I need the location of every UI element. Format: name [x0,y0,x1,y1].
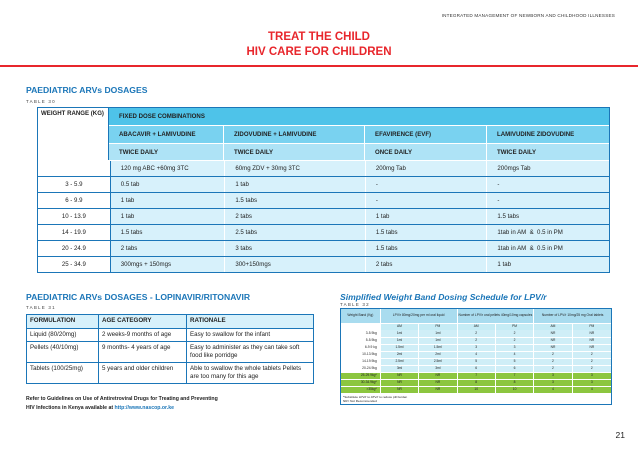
formulation-cell: Pellets (40/10mg) [27,342,99,362]
weight-range-header: WEIGHT RANGE (KG) [38,108,109,160]
weight-band-cell: 14-19.9kg [341,359,381,365]
frequency-abc-3tc: TWICE DAILY [109,144,224,160]
rationale-cell: Easy to administer as they can take soft food like porridge [190,344,300,359]
dose-cell: 2 [573,366,611,372]
dose-cell: 300+150mgs [225,257,366,272]
table-row [341,386,611,393]
dose-cell: NR [381,373,419,379]
drug-name-zdv-3tc: ZIDOVUDINE + LAMIVUDINE [224,126,365,143]
frequency-efv: ONCE DAILY [365,144,487,160]
dose-cell: 2ml [419,352,457,358]
column-header: LPV/r 80mg/20mg per ml oral liquid [381,309,458,323]
dose-cell: 4 [573,387,611,393]
dose-cell: 3ml [419,366,457,372]
weight-cell: 14 - 19.9 [38,225,111,240]
dose-cell: 3 [496,345,534,351]
dose-cell: NR [573,338,611,344]
section-title-arv-dosages: PAEDIATRIC ARVs DOSAGES [26,85,148,95]
dose-cell: NR [419,373,457,379]
drug-name-efv: EFAVIRENCE (EVF) [365,126,487,143]
subheader-cell: AM [381,324,419,330]
table-row [38,256,609,272]
table-row [27,328,313,341]
formulation-cell: Liquid (80/20mg) [27,329,99,341]
dose-cell: 2 [573,359,611,365]
dose-cell: 2 [458,330,496,337]
lopinavir-table [26,314,314,384]
dose-cell: 1 tab [111,209,226,224]
table-header [341,309,611,323]
table-header [27,315,313,328]
dose-cell: 3 [573,380,611,386]
dose-cell: 300mgs + 150mgs [111,257,226,272]
table-row [38,192,609,208]
formulation-cell: Tablets (100/25mg) [27,363,99,383]
table-label-32: TABLE 32 [340,302,370,307]
dose-cell: 6 [458,366,496,372]
table-row [38,224,609,240]
dose-cell: 2.5ml [419,359,457,365]
strength-3tc-zdv: 200mgs Tab [487,161,609,176]
note-not-recommended: NR= Not Recommended [343,399,377,404]
dose-cell: 10 [458,387,496,393]
dose-cell: 2 tabs [225,209,366,224]
dose-cell: 3 [458,345,496,351]
dose-cell: NR [534,338,572,344]
dose-cell: 2 [458,338,496,344]
frequency-3tc-zdv: TWICE DAILY [487,144,609,160]
table-row [341,351,611,358]
dose-cell: 10 [496,387,534,393]
weight-band-cell: 3-5.9kg [341,330,381,337]
dose-cell: 2 tabs [111,241,226,256]
weight-cell: 10 - 13.9 [38,209,111,224]
drug-name-row [109,125,609,143]
page-title [0,30,638,60]
age-cell: 5 years and older children [99,363,187,383]
weight-band-cell: 25-29.9kg* [341,373,381,379]
dose-cell: 1ml [381,330,419,337]
rationale-cell: Easy to swallow for the infant [190,331,271,338]
dose-cell: 4 [534,387,572,393]
title-divider [0,65,638,67]
dose-cell: 1 tab [366,209,488,224]
weight-band-cell: 20-24.9kg [341,366,381,372]
strength-abc-3tc: 120 mg ABC +60mg 3TC [111,161,226,176]
dose-cell: 2 [496,338,534,344]
column-header: FORMULATION [27,315,99,328]
dose-cell: 1tab in AM & 0.5 in PM [487,225,609,240]
reference-line-1: Refer to Guidelines on Use of Antiretroviral Drugs for Treating and Preventing [26,396,218,402]
dose-cell: 4 [496,352,534,358]
strength-efv: 200mg Tab [366,161,488,176]
page-number: 21 [615,430,625,440]
subheader-cell: AM [458,324,496,330]
table-notes [341,393,611,404]
dose-cell: NR [419,380,457,386]
dose-cell: 1 tab [111,193,226,208]
dose-cell: 4 [458,352,496,358]
table-row [341,365,611,372]
strength-row [38,160,609,176]
dose-cell: 1.5ml [381,345,419,351]
dose-cell: 1ml [419,330,457,337]
dose-cell: NR [573,330,611,337]
dose-cell: 7 [458,373,496,379]
table-row [341,330,611,337]
dose-cell: 2 [496,330,534,337]
dose-cell: 2.5ml [381,359,419,365]
dose-cell: NR [419,387,457,393]
lpvr-weight-band-table [340,308,612,405]
subheader-cell: PM [419,324,457,330]
frequency-row [109,143,609,160]
table-row [38,176,609,192]
dose-cell: 6 [496,366,534,372]
dose-cell: 1 tab [225,177,366,192]
section-title-lpvr-schedule: Simplified Weight Band Dosing Schedule for LPV/r [340,292,547,302]
dose-cell: 1.5 tabs [111,225,226,240]
dose-cell: NR [534,345,572,351]
reference-note [26,395,218,413]
column-header: RATIONALE [187,315,313,328]
dose-cell: 1ml [381,338,419,344]
table-body [341,330,611,393]
rationale-cell: Able to swallow the whole tablets Pellets are too many for this age [190,365,302,380]
fdc-header-group [109,108,609,160]
dose-cell: 1 tab [487,257,609,272]
fdc-header: FIXED DOSE COMBINATIONS [109,108,609,125]
table-row [341,337,611,344]
dose-cell: NR [573,345,611,351]
dose-cell: NR [381,387,419,393]
dose-cell: 3 [534,373,572,379]
title-line-1: TREAT THE CHILD [267,31,370,43]
dose-cell: 1.5 tabs [366,225,488,240]
dose-cell: 7 [496,373,534,379]
subheader-cell: PM [573,324,611,330]
dose-cell: 5 [458,359,496,365]
dose-cell: - [366,193,488,208]
dose-cell: NR [534,330,572,337]
table-row [341,372,611,379]
dose-cell: 0.5 tab [111,177,226,192]
column-header: AGE CATEGORY [99,315,187,328]
table-row [38,240,609,256]
table-row [38,208,609,224]
dose-cell: 3 [573,373,611,379]
table-row [341,379,611,386]
dose-cell: - [487,177,609,192]
column-header: Weight Band (Kg) [341,309,381,323]
dose-cell: NR [381,380,419,386]
dose-cell: 1.5ml [419,345,457,351]
table-row [27,341,313,362]
weight-band-cell: 30-34.9kg* [341,380,381,386]
weight-band-cell: 10-13.9kg [341,352,381,358]
dose-cell: 1.5 tabs [225,193,366,208]
dose-cell: 1tab in AM & 0.5 in PM [487,241,609,256]
running-header: INTEGRATED MANAGEMENT OF NEWBORN AND CHILDHOOD ILLNESSES [441,13,615,18]
dose-cell: 8 [458,380,496,386]
nascop-link[interactable]: http://www.nascop.or.ke [114,405,174,411]
subheader-cell: AM [534,324,572,330]
section-title-lopinavir: PAEDIATRIC ARVs DOSAGES - LOPINAVIR/RITONAVIR [26,292,251,302]
dose-cell: 1.5 tabs [366,241,488,256]
dose-cell: 2.5 tabs [225,225,366,240]
weight-cell: 20 - 24.9 [38,241,111,256]
table-subheader [341,323,611,330]
column-header: Number of LPV/r oral pellets 40mg/10mg capsules [458,309,535,323]
reference-line-2 [26,404,218,413]
dose-cell: 3 tabs [225,241,366,256]
drug-name-abc-3tc: ABACAVIR + LAMIVUDINE [109,126,224,143]
dose-cell: 2ml [381,352,419,358]
table-header [38,108,609,160]
table-label-30: TABLE 30 [26,99,56,104]
dose-cell: 2 [534,359,572,365]
table-row [27,362,313,383]
dose-cell: 3 [534,380,572,386]
dose-cell: 3ml [381,366,419,372]
dose-cell: 2 [534,366,572,372]
reference-prefix: HIV Infections in Kenya available at [26,405,115,411]
dose-cell: 1.5 tabs [487,209,609,224]
table-row [341,344,611,351]
weight-cell: 3 - 5.9 [38,177,111,192]
weight-cell: 6 - 9.9 [38,193,111,208]
note-substitute: *Substitute LPV/r to ATV/r to reduce pill burden [343,395,408,399]
dose-cell: 1ml [419,338,457,344]
dose-cell: - [366,177,488,192]
weight-band-cell: >35kg* [341,387,381,393]
dose-cell: 2 [534,352,572,358]
dose-cell: 8 [496,380,534,386]
table-row [341,358,611,365]
weight-cell: 25 - 34.9 [38,257,111,272]
weight-band-cell: 5-5.9kg [341,338,381,344]
arv-dosage-table [37,107,610,273]
age-cell: 9 months- 4 years of age [99,342,187,362]
title-line-2: HIV CARE FOR CHILDREN [246,46,392,58]
dose-cell: - [487,193,609,208]
strength-zdv-3tc: 60mg ZDV + 30mg 3TC [225,161,366,176]
drug-name-3tc-zdv: LAMIVUDINE ZIDOVUDINE [487,126,609,143]
column-header: Number of LPV/r 10mg/25 mg Oral tablets [534,309,611,323]
table-label-31: TABLE 31 [26,305,56,310]
subheader-cell: PM [496,324,534,330]
dose-cell: 5 [496,359,534,365]
dose-cell: 2 tabs [366,257,488,272]
weight-band-cell: 6-9.9 kg [341,345,381,351]
age-cell: 2 weeks-9 months of age [99,329,187,341]
dose-cell: 2 [573,352,611,358]
frequency-zdv-3tc: TWICE DAILY [224,144,365,160]
